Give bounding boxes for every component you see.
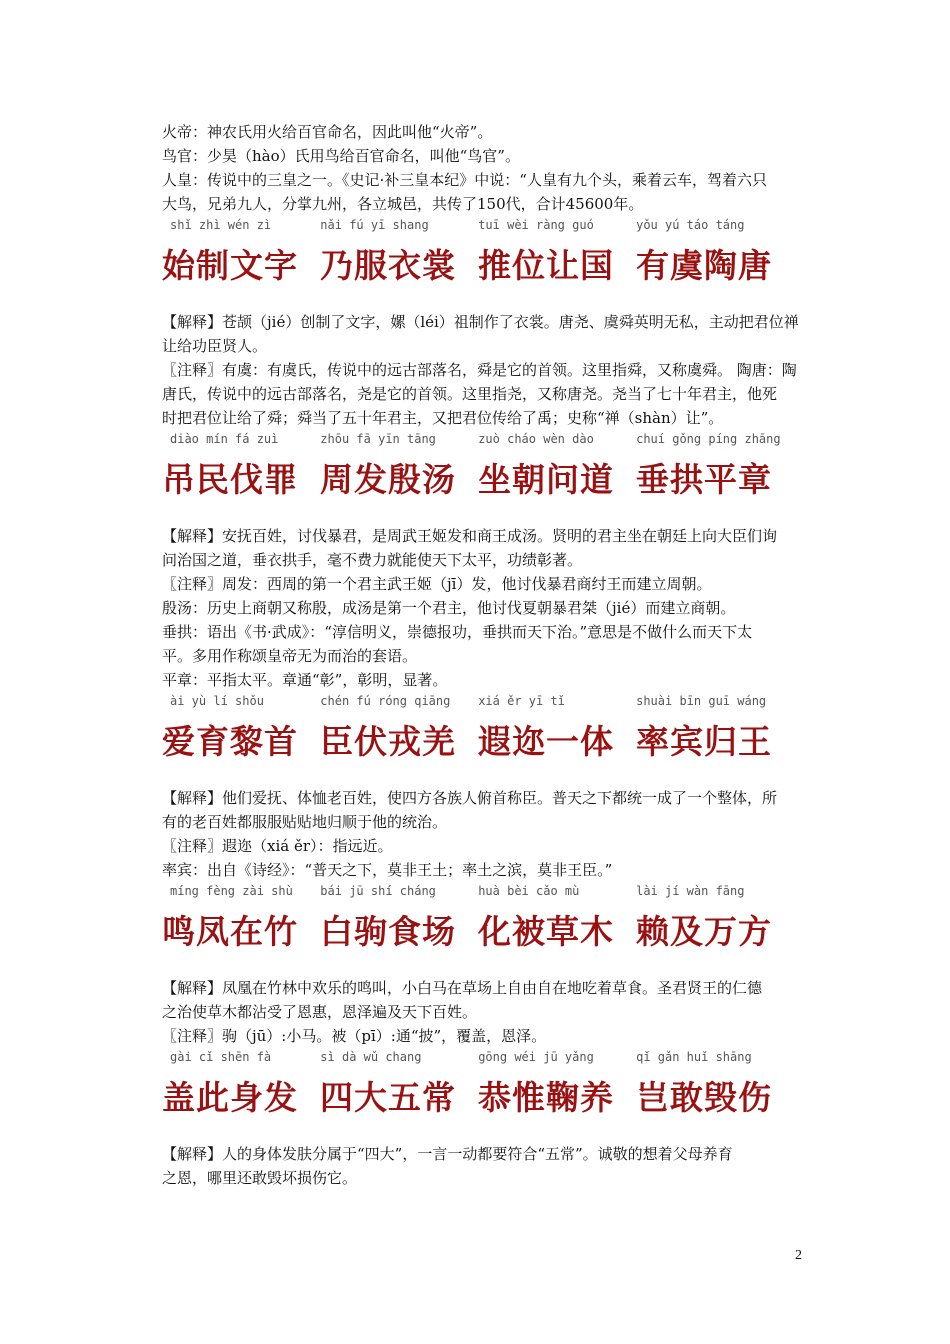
text-line: 火帝：神农氏用火给百官命名，因此叫他“火帝”。 [162,123,493,141]
verse-phrases [162,240,794,292]
verse-phrases [162,454,794,506]
verse-phrase: 岂敢毁伤 [636,1078,772,1117]
explanation-line: 【解释】凤凰在竹林中欢乐的鸣叫，小白马在草场上自由自在地吃着草食。圣君贤王的仁德 [162,979,763,997]
pinyin: míng fèng zài shù [170,884,293,898]
page-number: 2 [795,1248,802,1263]
pinyin: gài cǐ shēn fà [170,1050,272,1064]
explanation-line: 有的老百姓都服服贴贴地归顺于他的统治。 [162,813,448,831]
verse-phrase: 垂拱平章 [636,460,772,499]
pinyin: qǐ gǎn huǐ shāng [636,1050,752,1064]
verse-phrase: 始制文字 [162,246,298,285]
verse-phrase: 乃服衣裳 [320,246,456,285]
explanation-line: 之恩，哪里还敢毁坏损伤它。 [162,1169,358,1187]
verse-phrases [162,1072,794,1124]
verse-phrase: 坐朝问道 [478,460,614,499]
verse-phrase: 赖及万方 [636,912,772,951]
document-page [162,120,799,1190]
pinyin-row [162,218,794,240]
pinyin: xiá ěr yī tǐ [478,694,565,708]
verse-section [162,884,794,1048]
verse-phrase: 白驹食场 [320,912,456,951]
annotation-line: 平章：平指太平。章通“彰”，彰明，显著。 [162,671,448,689]
verse-section [162,218,799,430]
verse-phrase: 鸣凤在竹 [162,912,298,951]
pinyin-row [162,1050,794,1072]
intro-notes [162,120,794,216]
text-line: 鸟官：少昊（hào）氏用鸟给百官命名，叫他“鸟官”。 [162,147,520,165]
annotation-line: 殷汤：历史上商朝又称殷，成汤是第一个君主，他讨伐夏朝暴君桀（jié）而建立商朝。 [162,599,736,617]
verse-phrase: 臣伏戎羌 [320,722,456,761]
annotation-line: 〖注释〗遐迩（xiá ěr）：指远近。 [162,837,393,855]
verse-phrase: 化被草木 [478,912,614,951]
verse-phrase: 遐迩一体 [478,722,614,761]
verse-phrase: 率宾归王 [636,722,772,761]
annotation-line: 唐氏，传说中的远古部落名，尧是它的首领。这里指尧，又称唐尧。尧当了七十年君主，他死 [162,385,778,403]
verse-phrase: 爱育黎首 [162,722,298,761]
pinyin-row [162,884,794,906]
pinyin: huà bèi cǎo mù [478,884,580,898]
pinyin: zhōu fā yīn tāng [320,432,436,446]
annotation-line: 率宾：出自《诗经》：“普天之下，莫非王土；率土之滨，莫非王臣。” [162,861,613,879]
text-line: 人皇：传说中的三皇之一。《史记·补三皇本纪》中说：“人皇有九个头，乘着云车，驾着六只 [162,171,767,189]
annotation-line: 垂拱：语出《书·武成》：“淳信明义，崇德报功，垂拱而天下治。”意思是不做什么而天下太 [162,623,753,641]
verse-section [162,1050,794,1190]
pinyin: sì dà wǔ chang [320,1050,422,1064]
pinyin: shuài bīn guī wáng [636,694,767,708]
pinyin-row [162,694,794,716]
pinyin: bái jū shí cháng [320,884,436,898]
explanation-line: 让给功臣贤人。 [162,337,268,355]
verse-phrase: 四大五常 [320,1078,456,1117]
annotation-line: 〖注释〗周发：西周的第一个君主武王姬（jī）发，他讨伐暴君商纣王而建立周朝。 [162,575,712,593]
explanation-line: 【解释】他们爱抚、体恤老百姓，使四方各族人俯首称臣。普天之下都统一成了一个整体，所 [162,789,778,807]
pinyin: nǎi fú yī shang [320,218,429,232]
annotation-line: 平。多用作称颂皇帝无为而治的套语。 [162,647,418,665]
explanation-line: 【解释】人的身体发肤分属于“四大”，一言一动都要符合“五常”。诚敬的想着父母养育 [162,1145,733,1163]
pinyin-row [162,432,794,454]
pinyin: yǒu yú táo táng [636,218,745,232]
verse-phrases [162,906,794,958]
text-line: 大鸟，兄弟九人，分掌九州，各立城邑，共传了150代，合计45600年。 [162,195,644,213]
annotation-line: 〖注释〗有虞：有虞氏，传说中的远古部落名，舜是它的首领。这里指舜，又称虞舜。 陶唐：陶 [162,361,797,379]
verse-phrases [162,716,794,768]
verse-phrase: 推位让国 [478,246,614,285]
pinyin: zuò cháo wèn dào [478,432,594,446]
verse-phrase: 恭惟鞠养 [478,1078,614,1117]
explanation-line: 问治国之道，垂衣拱手，毫不费力就能使天下太平，功绩彰著。 [162,551,583,569]
verse-phrase: 吊民伐罪 [162,460,298,499]
pinyin: ài yù lí shǒu [170,694,264,708]
pinyin: chuí gǒng píng zhāng [636,432,781,446]
verse-section [162,432,794,692]
annotation-line: 时把君位让给了舜；舜当了五十年君主，又把君位传给了禹；史称“禅（shàn）让”。 [162,409,724,427]
explanation-line: 【解释】安抚百姓，讨伐暴君，是周武王姬发和商王成汤。贤明的君主坐在朝廷上向大臣们询 [162,527,778,545]
pinyin: chén fú róng qiāng [320,694,451,708]
explanation-line: 【解释】苍颉（jié）创制了文字，嫘（léi）祖制作了衣裳。唐尧、虞舜英明无私，主动把君位禅 [162,313,799,331]
pinyin: tuī wèi ràng guó [478,218,594,232]
verse-phrase: 周发殷汤 [320,460,456,499]
explanation-line: 之治使草木都沾受了恩惠，恩泽遍及天下百姓。 [162,1003,478,1021]
verse-phrase: 盖此身发 [162,1078,298,1117]
pinyin: gōng wéi jū yǎng [478,1050,594,1064]
verse-phrase: 有虞陶唐 [636,246,772,285]
pinyin: shǐ zhì wén zì [170,218,272,232]
annotation-line: 〖注释〗驹（jū）:小马。被（pī）:通“披”，覆盖，恩泽。 [162,1027,547,1045]
pinyin: lài jí wàn fāng [636,884,745,898]
verse-section [162,694,794,882]
pinyin: diào mín fá zuì [170,432,279,446]
